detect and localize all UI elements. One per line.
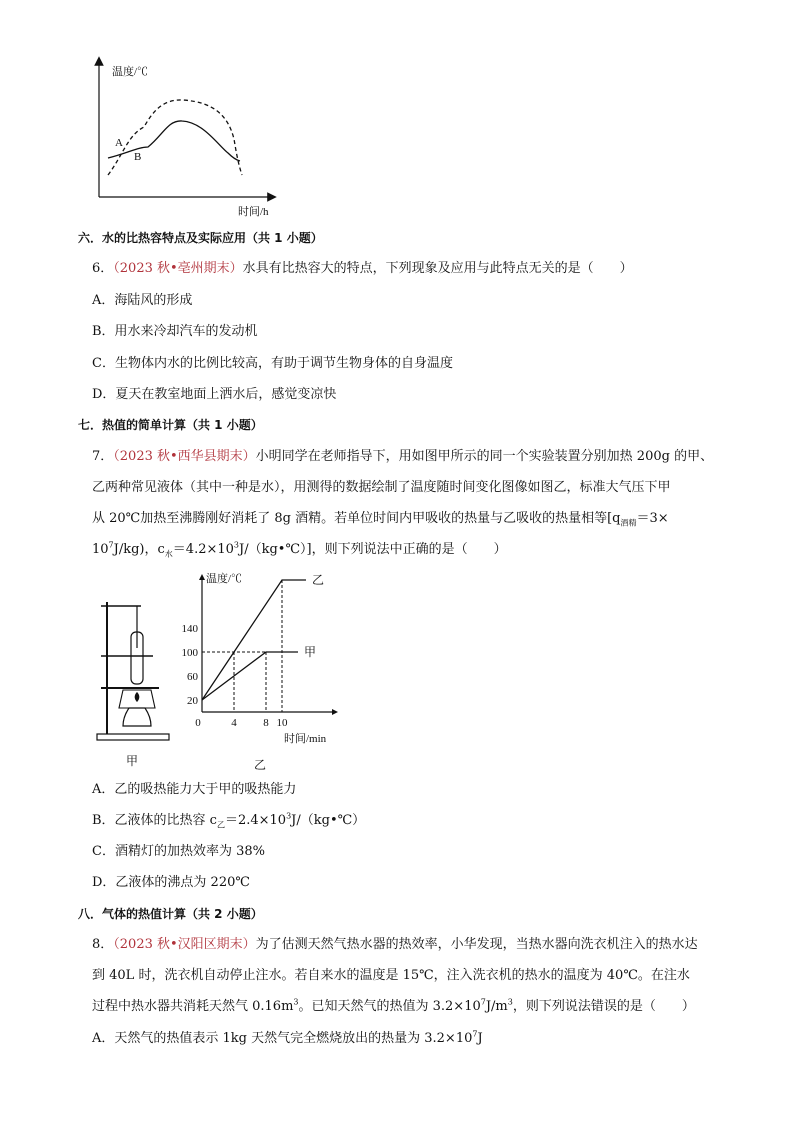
chart-x-tick-label: 4 <box>231 717 237 729</box>
stem-text: ，则下列说法错误的是（ ） <box>512 999 695 1014</box>
superscript: 7 <box>472 1029 478 1039</box>
series-yi-line <box>202 580 306 700</box>
temperature-time-figure <box>88 55 288 220</box>
question-8-stem-line3 <box>92 997 695 1017</box>
question-text: 小明同学在老师指导下，用如图甲所示的同一个实验装置分别加热 200g 的甲、 <box>255 449 714 464</box>
question-text: 为了估测天然气热水器的热效率，小华发现，当热水器向洗衣机注入的热水达 <box>255 937 698 952</box>
chart-y-tick-label: 100 <box>181 647 198 659</box>
stem-text: J/kg)，c <box>113 542 165 557</box>
question-8-stem-line2: 到 40L 时，洗衣机自动停止注水。若自来水的温度是 15℃，注入洗衣机的热水的温度为 40℃。在注水 <box>92 968 690 983</box>
chart-x-tick-label: 10 <box>276 717 288 729</box>
option-c: C．酒精灯的加热效率为 38% <box>92 844 265 859</box>
question-source: （2023 秋•西华县期末） <box>113 449 256 464</box>
flame-icon <box>135 692 140 702</box>
question-source: （2023 秋•汉阳区期末） <box>113 937 256 952</box>
chart-x-arrow <box>332 709 338 715</box>
question-7-stem-line3 <box>92 509 669 529</box>
stem-text: 过程中热水器共消耗天然气 0.16m <box>92 999 294 1014</box>
series-yi-label: 乙 <box>312 573 325 587</box>
stem-text: J/m <box>485 999 508 1014</box>
question-7-stem-line4 <box>92 540 507 560</box>
option-b: B．用水来冷却汽车的发动机 <box>92 324 258 339</box>
alcohol-lamp <box>123 708 151 726</box>
superscript: 3 <box>286 811 292 821</box>
stem-text: ＝4.2×10 <box>172 542 234 557</box>
stand-base <box>97 734 169 740</box>
question-number: 8． <box>92 937 114 952</box>
x-axis-label: 时间/h <box>238 206 269 218</box>
series-jia-line <box>202 652 298 700</box>
question-8-stem-line1 <box>92 935 698 955</box>
stem-text: 。已知天然气的热值为 3.2×10 <box>298 999 481 1014</box>
option-a: A．乙的吸热能力大于甲的吸热能力 <box>92 782 297 797</box>
chart-y-tick-label: 60 <box>187 671 198 683</box>
chart-y-tick-label: 140 <box>181 623 198 635</box>
subscript: 水 <box>164 549 173 559</box>
y-axis-label: 温度/℃ <box>112 66 149 78</box>
option-b <box>92 811 365 831</box>
solid-curve <box>108 121 240 161</box>
stem-text: ＝3× <box>636 511 669 526</box>
question-7-stem-line1 <box>92 447 713 467</box>
figure-caption-jia: 甲 <box>126 754 139 768</box>
point-a-label: A <box>115 137 123 149</box>
subscript: 酒精 <box>620 518 637 528</box>
question-7-stem-line2: 乙两种常见液体（其中一种是水），用测得的数据绘制了温度随时间变化图像如图乙，标准大气压下甲 <box>92 480 671 495</box>
dashed-curve <box>108 100 242 175</box>
option-text: J/（kg•℃） <box>291 813 366 828</box>
option-text: J <box>477 1031 483 1046</box>
question-text: 水具有比热容大的特点，下列现象及应用与此特点无关的是（ ） <box>242 261 633 276</box>
option-text: ＝2.4×10 <box>224 813 287 828</box>
superscript: 3 <box>293 997 299 1007</box>
section-title: 七．热值的简单计算（共 1 小题） <box>78 418 263 432</box>
chart-y-label: 温度/℃ <box>206 573 243 585</box>
temperature-time-chart <box>180 570 340 750</box>
chart-x-label: 时间/min <box>284 733 327 745</box>
apparatus-figure <box>93 596 173 746</box>
question-number: 6． <box>92 261 114 276</box>
chart-x-tick-label: 0 <box>195 717 201 729</box>
option-text: A．天然气的热值表示 1kg 天然气完全燃烧放出的热量为 3.2×10 <box>92 1031 473 1046</box>
option-d: D．夏天在教室地面上洒水后，感觉变凉快 <box>92 387 337 402</box>
subscript: 乙 <box>216 820 225 830</box>
chart-x-tick-label: 8 <box>263 717 269 729</box>
question-number: 7． <box>92 449 114 464</box>
chart-layer <box>182 571 339 745</box>
chart-y-tick-label: 20 <box>187 695 198 707</box>
stem-text: J/（kg•℃）]，则下列说法中正确的是（ ） <box>239 542 507 557</box>
option-a: A．海陆风的形成 <box>92 293 193 308</box>
option-c: C．生物体内水的比例比较高，有助于调节生物身体的自身温度 <box>92 356 453 371</box>
chart-y-arrow <box>199 574 205 580</box>
superscript: 7 <box>480 997 486 1007</box>
question-source: （2023 秋•亳州期末） <box>113 261 243 276</box>
stem-text: 10 <box>92 542 109 557</box>
stem-text: 从 20℃加热至沸腾刚好消耗了 8g 酒精。若单位时间内甲吸收的热量与乙吸收的热量相等[q <box>92 511 621 526</box>
series-jia-label: 甲 <box>304 645 317 659</box>
option-d: D．乙液体的沸点为 220℃ <box>92 875 250 890</box>
option-text: B．乙液体的比热容 c <box>92 813 217 828</box>
superscript: 7 <box>108 540 114 550</box>
option-a <box>92 1029 483 1049</box>
question-6-stem <box>92 259 633 279</box>
section-title: 八．气体的热值计算（共 2 小题） <box>78 907 263 921</box>
figure-caption-yi: 乙 <box>254 758 267 772</box>
section-title: 六．水的比热容特点及实际应用（共 1 小题） <box>78 231 323 245</box>
point-b-label: B <box>134 151 142 163</box>
superscript: 3 <box>233 540 239 550</box>
superscript: 3 <box>507 997 513 1007</box>
